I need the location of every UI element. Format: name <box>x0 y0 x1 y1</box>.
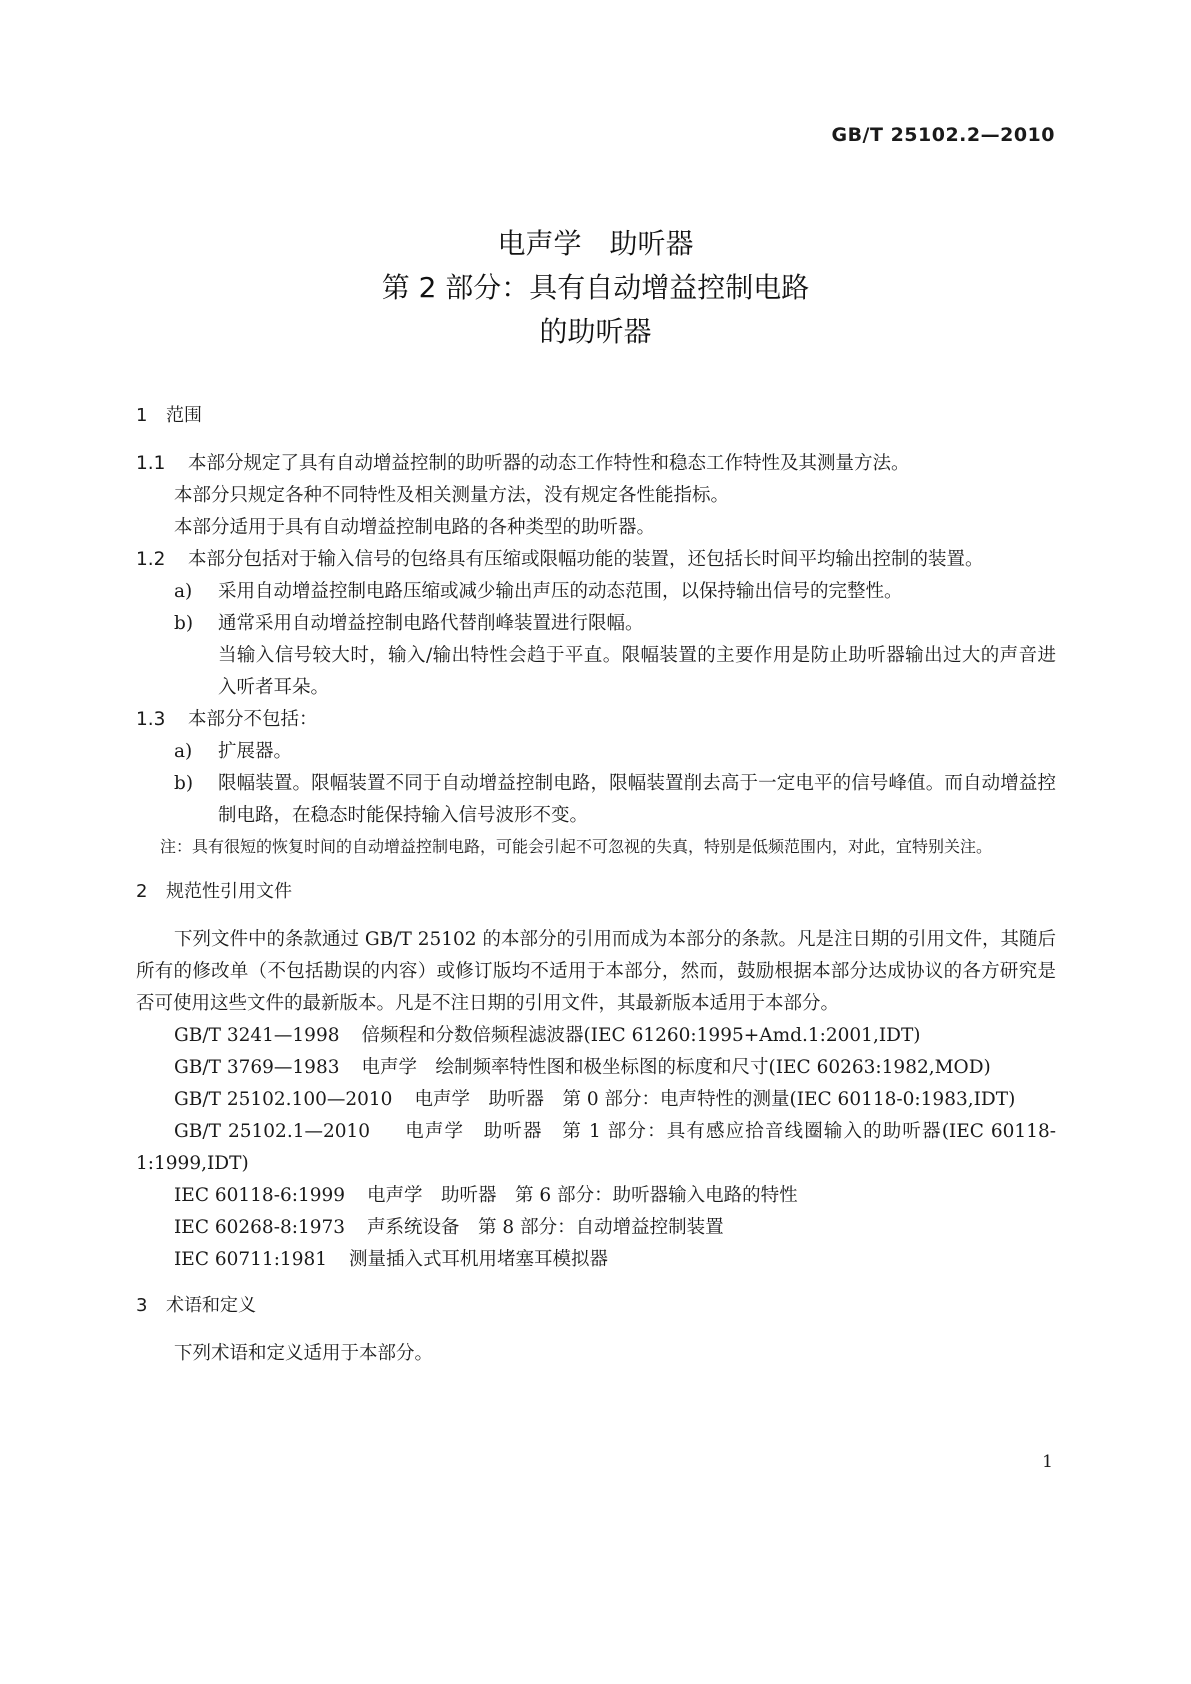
reference-item <box>136 1244 1056 1276</box>
reference-code: GB/T 25102.100—2010 <box>174 1089 393 1110</box>
clause-1-3-list <box>136 736 1056 832</box>
list-text: 限幅装置。限幅装置不同于自动增益控制电路，限幅装置削去高于一定电平的信号峰值。而自动增益控制电路，在稳态时能保持输入信号波形不变。 <box>218 773 1056 826</box>
clause-1-1 <box>136 448 1056 480</box>
reference-list <box>136 1020 1056 1276</box>
reference-code: IEC 60118-6:1999 <box>174 1185 346 1206</box>
reference-title: 声系统设备 第 8 部分：自动增益控制装置 <box>367 1217 724 1238</box>
clause-1-3 <box>136 704 1056 736</box>
paragraph: 下列术语和定义适用于本部分。 <box>174 1343 434 1364</box>
reference-title: 电声学 助听器 第 0 部分：电声特性的测量(IEC 60118-0:1983,IDT) <box>414 1089 1016 1110</box>
paragraph: 本部分适用于具有自动增益控制电路的各种类型的助听器。 <box>174 517 656 538</box>
list-continuation: 当输入信号较大时，输入/输出特性会趋于平直。限幅装置的主要作用是防止助听器输出过大的声音进入听者耳朵。 <box>218 645 1056 698</box>
section-2-heading <box>136 876 1056 908</box>
section-title: 范围 <box>166 405 202 426</box>
reference-title: 电声学 助听器 第 1 部分：具有感应拾音线圈输入的助听器(IEC 60118-1:1999,IDT) <box>136 1121 1056 1174</box>
section-number: 2 <box>136 881 148 902</box>
document-body <box>136 400 1056 1370</box>
reference-item <box>136 1020 1056 1052</box>
reference-code: GB/T 3241—1998 <box>174 1025 340 1046</box>
section-title: 规范性引用文件 <box>166 881 292 902</box>
list-text: 通常采用自动增益控制电路代替削峰装置进行限幅。 <box>218 613 644 634</box>
standard-number: GB/T 25102.2—2010 <box>831 124 1055 146</box>
clause-number: 1.2 <box>136 549 166 570</box>
reference-item <box>136 1116 1056 1180</box>
clause-text: 本部分规定了具有自动增益控制的助听器的动态工作特性和稳态工作特性及其测量方法。 <box>188 453 910 474</box>
paragraph: 下列文件中的条款通过 GB/T 25102 的本部分的引用而成为本部分的条款。凡是注日期的引用文件，其随后所有的修改单（不包括勘误的内容）或修订版均不适用于本部分，然而，鼓励根据本部分达成协议的各方研究是否可使用这些文件的最新版本。凡是不注日期的引用文件，其最新版本适用于本部分。 <box>136 929 1056 1014</box>
clause-number: 1.1 <box>136 453 166 474</box>
list-text: 采用自动增益控制电路压缩或减少输出声压的动态范围，以保持输出信号的完整性。 <box>218 581 903 602</box>
reference-code: IEC 60711:1981 <box>174 1249 328 1270</box>
list-marker: b) <box>174 613 194 634</box>
section-1-heading <box>136 400 1056 432</box>
reference-code: GB/T 3769—1983 <box>174 1057 340 1078</box>
reference-code: GB/T 25102.1—2010 <box>174 1121 371 1142</box>
reference-item <box>136 1212 1056 1244</box>
paragraph: 本部分只规定各种不同特性及相关测量方法，没有规定各性能指标。 <box>174 485 730 506</box>
reference-item <box>136 1052 1056 1084</box>
note: 注：具有很短的恢复时间的自动增益控制电路，可能会引起不可忽视的失真，特别是低频范围内，对此，宜特别关注。 <box>160 837 993 856</box>
title-line-3: 的助听器 <box>539 315 652 348</box>
clause-1-2 <box>136 544 1056 576</box>
clause-text: 本部分包括对于输入信号的包络具有压缩或限幅功能的装置，还包括长时间平均输出控制的装置。 <box>188 549 984 570</box>
section-title: 术语和定义 <box>166 1295 256 1316</box>
document-title <box>0 222 1191 354</box>
reference-item <box>136 1084 1056 1116</box>
reference-title: 电声学 助听器 第 6 部分：助听器输入电路的特性 <box>367 1185 798 1206</box>
list-item <box>174 736 1056 768</box>
list-marker: a) <box>174 581 193 602</box>
reference-title: 测量插入式耳机用堵塞耳模拟器 <box>349 1249 609 1270</box>
list-marker: a) <box>174 741 193 762</box>
clause-1-2-list <box>136 576 1056 640</box>
reference-item <box>136 1180 1056 1212</box>
section-number: 3 <box>136 1295 148 1316</box>
page-number: 1 <box>1042 1452 1053 1472</box>
section-3-heading <box>136 1290 1056 1322</box>
clause-number: 1.3 <box>136 709 166 730</box>
reference-title: 倍频程和分数倍频程滤波器(IEC 61260:1995+Amd.1:2001,IDT) <box>361 1025 921 1046</box>
list-item <box>174 576 1056 608</box>
clause-text: 本部分不包括： <box>188 709 318 730</box>
list-text: 扩展器。 <box>218 741 293 762</box>
reference-code: IEC 60268-8:1973 <box>174 1217 346 1238</box>
title-line-1: 电声学 助听器 <box>497 227 694 260</box>
list-marker: b) <box>174 773 194 794</box>
section-number: 1 <box>136 405 148 426</box>
list-item <box>174 608 1056 640</box>
reference-title: 电声学 绘制频率特性图和极坐标图的标度和尺寸(IEC 60263:1982,MOD) <box>361 1057 991 1078</box>
title-line-2: 第 2 部分：具有自动增益控制电路 <box>381 271 810 304</box>
list-item <box>174 768 1056 832</box>
